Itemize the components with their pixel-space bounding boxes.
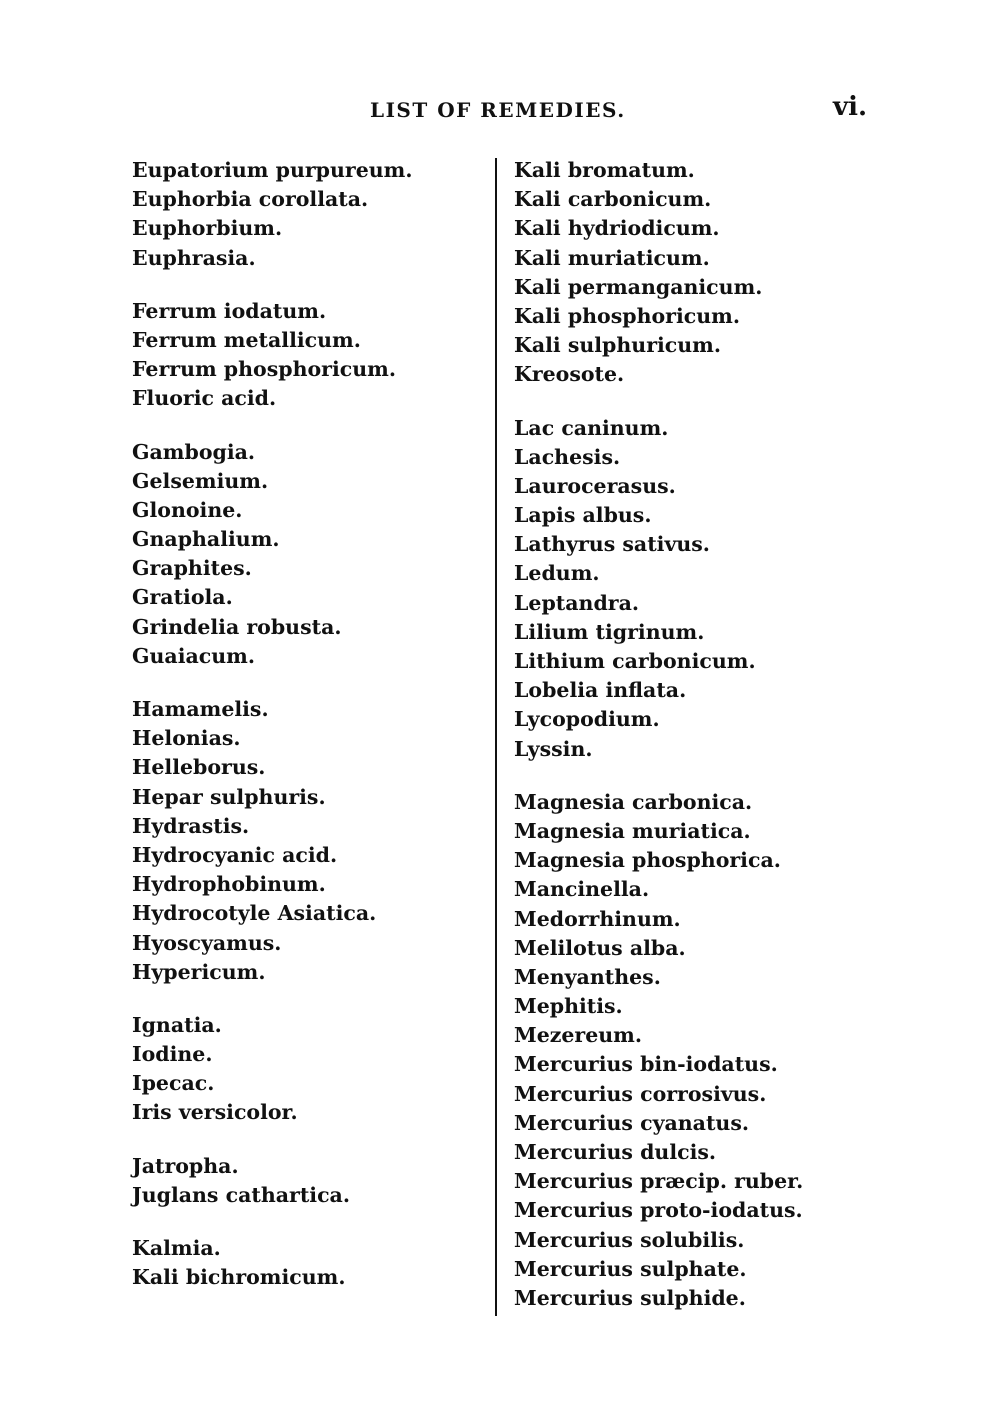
remedy-item: Euphrasia. — [132, 245, 256, 270]
remedy-item: Euphorbium. — [132, 216, 283, 241]
remedy-item: Kali muriaticum. — [514, 245, 710, 270]
remedy-item: Mephitis. — [514, 994, 623, 1019]
remedy-item: Hepar sulphuris. — [132, 784, 326, 809]
remedy-item: Hamamelis. — [132, 697, 269, 721]
remedy-item: Lobelia inflata. — [514, 678, 687, 703]
remedy-item: Lathyrus sativus. — [514, 532, 710, 557]
remedy-item: Mercurius sulphide. — [514, 1285, 746, 1310]
page-title: LIST OF REMEDIES. — [370, 98, 626, 122]
remedy-item: Mezereum. — [514, 1023, 642, 1048]
remedy-item: Mercurius corrosivus. — [514, 1081, 767, 1106]
remedy-item: Lycopodium. — [514, 707, 660, 732]
remedies-left-column — [132, 156, 482, 1316]
remedy-item: Kali carbonicum. — [514, 187, 712, 212]
remedy-item: Gratiola. — [132, 585, 233, 610]
remedy-item: Medorrhinum. — [514, 906, 681, 931]
remedy-item: Gambogia. — [132, 439, 256, 464]
remedy-item: Helonias. — [132, 726, 241, 751]
remedy-group — [132, 695, 482, 987]
remedy-item: Iodine. — [132, 1042, 213, 1067]
remedy-item: Lachesis. — [514, 444, 621, 469]
remedy-item: Lyssin. — [514, 736, 593, 761]
remedy-item: Lapis albus. — [514, 503, 652, 528]
remedy-group — [514, 788, 864, 1313]
remedy-item: Magnesia muriatica. — [514, 818, 751, 843]
remedy-item: Ferrum phosphoricum. — [132, 357, 396, 382]
remedy-item: Mercurius solubilis. — [514, 1227, 745, 1252]
remedy-item: Lac caninum. — [514, 415, 669, 440]
remedy-item: Mercurius cyanatus. — [514, 1110, 750, 1135]
remedy-item: Ledum. — [514, 561, 600, 586]
remedy-group — [132, 156, 482, 273]
remedy-item: Kali bromatum. — [514, 158, 695, 182]
remedy-item: Magnesia phosphorica. — [514, 848, 781, 873]
remedy-item: Kali permanganicum. — [514, 274, 763, 299]
remedy-item: Magnesia carbonica. — [514, 789, 753, 814]
remedy-item: Laurocerasus. — [514, 473, 676, 498]
remedy-item: Hydrastis. — [132, 813, 250, 838]
remedy-item: Guaiacum. — [132, 643, 255, 668]
remedy-item: Helleborus. — [132, 755, 266, 780]
remedy-item: Graphites. — [132, 556, 252, 581]
remedy-item: Kali sulphuricum. — [514, 333, 721, 358]
column-divider — [495, 158, 497, 1316]
remedy-item: Mercurius sulphate. — [514, 1256, 747, 1281]
remedy-item: Glonoine. — [132, 497, 243, 522]
remedy-item: Mercurius præcip. ruber. — [514, 1169, 804, 1194]
remedy-group — [514, 414, 864, 764]
remedy-item: Hydrophobinum. — [132, 872, 326, 897]
remedy-item: Gelsemium. — [132, 468, 269, 493]
remedy-item: Grindelia robusta. — [132, 614, 342, 639]
remedy-item: Kali hydriodicum. — [514, 216, 720, 241]
remedy-item: Ferrum metallicum. — [132, 327, 361, 352]
remedy-item: Mercurius proto-iodatus. — [514, 1198, 803, 1223]
remedy-item: Iris versicolor. — [132, 1100, 298, 1125]
remedy-item: Kalmia. — [132, 1236, 221, 1260]
remedy-item: Fluoric acid. — [132, 386, 277, 411]
remedy-item: Kreosote. — [514, 362, 625, 387]
remedy-item: Hypericum. — [132, 959, 266, 984]
remedy-item: Hydrocotyle Asiatica. — [132, 901, 377, 926]
remedy-item: Mancinella. — [514, 877, 650, 902]
remedy-item: Lilium tigrinum. — [514, 619, 705, 644]
remedy-group — [132, 1011, 482, 1128]
remedy-item: Jatropha. — [132, 1153, 239, 1178]
remedy-item: Ferrum iodatum. — [132, 298, 327, 323]
remedy-item: Euphorbia corollata. — [132, 187, 369, 212]
remedy-item: Leptandra. — [514, 590, 640, 615]
remedy-group — [514, 156, 864, 390]
remedy-group — [132, 1152, 482, 1210]
remedy-group — [132, 297, 482, 414]
remedy-item: Ipecac. — [132, 1071, 215, 1096]
page-number: vi. — [833, 92, 868, 122]
remedy-group — [132, 1234, 482, 1292]
remedy-item: Menyanthes. — [514, 964, 661, 989]
remedy-item: Juglans cathartica. — [132, 1182, 350, 1207]
remedies-right-column — [514, 156, 864, 1337]
remedy-item: Mercurius dulcis. — [514, 1140, 717, 1164]
remedy-item: Mercurius bin-iodatus. — [514, 1052, 778, 1077]
remedy-item: Hydrocyanic acid. — [132, 842, 338, 867]
remedy-item: Hyoscyamus. — [132, 930, 282, 955]
remedy-item: Ignatia. — [132, 1012, 222, 1037]
remedy-group — [132, 438, 482, 672]
remedy-item: Lithium carbonicum. — [514, 649, 756, 673]
remedy-item: Melilotus alba. — [514, 935, 686, 960]
remedy-item: Kali phosphoricum. — [514, 303, 740, 328]
remedy-item: Gnaphalium. — [132, 527, 280, 552]
remedy-item: Eupatorium purpureum. — [132, 158, 413, 182]
remedy-item: Kali bichromicum. — [132, 1265, 346, 1290]
